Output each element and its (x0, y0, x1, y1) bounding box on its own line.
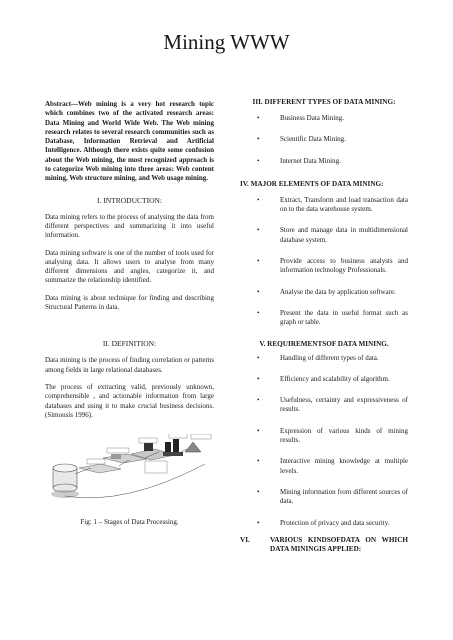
bullet-icon: • (257, 396, 260, 405)
definition-heading: II. DEFINITION: (102, 339, 157, 349)
bullet-icon: • (257, 308, 260, 317)
right-column (240, 98, 408, 554)
abstract: Abstract—Web mining is a very hot research topic which combines two of the activated research areas: Data Mining and World Wide Web. The Web mining research relates to several research communities such as Database, Information Retrieval and Artificial Intelligence. Although there exists quite some confusion about the Web mining, the most recognized approach is to categorize Web mining into three areas: Web content mining, Web structure mining, and Web usage mining. (45, 100, 214, 183)
introduction-heading: I. INTRODUCTION: (97, 195, 162, 205)
bullet-icon: • (257, 487, 260, 496)
list-item: • Store and manage data in multidimensional database system. (257, 226, 408, 244)
intro-paragraph: Data mining is about technique for finding and describing Structural Patterns in data. (45, 293, 214, 312)
page-title: Mining WWW (163, 30, 290, 54)
bullet-icon: • (257, 426, 260, 435)
list-item: • Provide access to business analysts and information technology Professionals. (257, 257, 408, 275)
intro-paragraph: Data mining software is one of the number of tools used for analysing data. It allows users to analyse from many different dimensions and angles, categorize it, and summarize the relationship identified. (45, 248, 214, 285)
section6-title: VARIOUS KINDSOFDATA ON WHICH DATA MININGIS APPLIED: (270, 535, 408, 554)
figure-data-processing (45, 434, 214, 526)
requirements-heading: V. REQUIREMENTSOF DATA MINING. (259, 339, 389, 348)
bullet-icon: • (257, 156, 260, 165)
bullet-icon: • (257, 135, 260, 144)
list-item: • Extract, Transform and load transaction data on to the data warehouse system. (257, 195, 408, 214)
data-processing-diagram (45, 434, 220, 509)
figure-caption: Fig: 1 – Stages of Data Processing. (80, 518, 179, 527)
list-item: • Scientific Data Mining. (257, 135, 346, 144)
list-item: • Present the data in useful format such as graph or table. (257, 308, 408, 327)
database-icon (51, 464, 79, 498)
types-list (240, 114, 408, 166)
definition-paragraph: The process of extracting valid, previously unknown, comprehensible , and actionable information from large databases and using it to make crucial business decisions. (Simousis 1996). (45, 382, 214, 419)
list-item: • Expression of various kinds of mining results. (257, 426, 408, 445)
section6-heading (240, 536, 408, 555)
list-item: • Efficiency and scalability of algorithm. (257, 374, 390, 383)
section6-number: VI. (240, 535, 250, 544)
elements-heading: IV. MAJOR ELEMENTS OF DATA MINING: (240, 179, 384, 188)
types-heading: III. DIFFERENT TYPES OF DATA MINING: (252, 98, 396, 106)
list-item: • Internet Data Mining. (257, 156, 341, 165)
bullet-icon: • (257, 114, 260, 122)
stage-interpretation (185, 434, 211, 452)
definition-paragraph: Data mining is the process of finding correlation or patterns among fields in large relational databases. (45, 356, 214, 374)
elements-list (240, 196, 408, 328)
list-item: • Interactive mining knowledge at multiple levels. (257, 457, 408, 475)
requirements-list (240, 354, 408, 528)
left-column (45, 98, 214, 526)
stage-data-mining (163, 434, 187, 456)
list-item: • Analyse the data by application software. (257, 287, 396, 296)
bullet-icon: • (257, 457, 260, 466)
bullet-icon: • (257, 374, 260, 383)
bullet-icon: • (257, 353, 260, 362)
list-item: • Handling of different types of data. (257, 353, 379, 362)
bullet-icon: • (257, 287, 260, 296)
bullet-icon: • (257, 226, 260, 235)
bullet-icon: • (257, 195, 260, 204)
intro-paragraph: Data mining refers to the process of analysing the data from different perspectives and summarizing it into useful information. (45, 212, 214, 240)
bullet-icon: • (257, 257, 260, 266)
bullet-icon: • (257, 518, 260, 527)
list-item: • Mining information from different sources of data. (257, 487, 408, 506)
list-item: • Usefulness, certainty and expressiveness of results. (257, 396, 408, 414)
list-item: • Business Data Mining. (257, 114, 344, 122)
list-item: • Protection of privacy and data security. (257, 518, 390, 527)
